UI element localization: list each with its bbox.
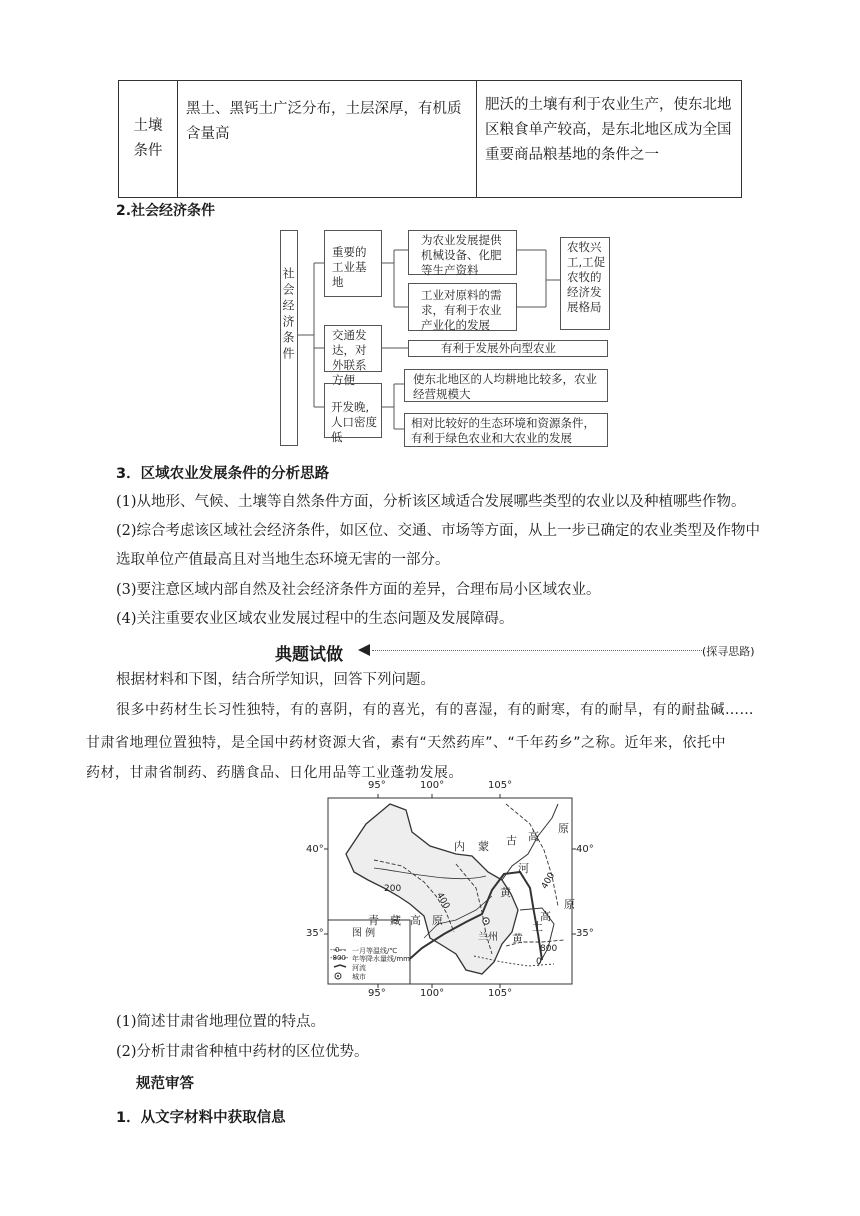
map-label-gao-3: 高 xyxy=(410,914,421,927)
map-label-meng: 蒙 xyxy=(478,840,489,853)
banner-dotted-line xyxy=(372,650,702,651)
diagram-machinery-box: 为农业发展提供机械设备、化肥等生产资料 xyxy=(408,230,517,275)
practice-banner-title: 典题试做 xyxy=(275,645,343,665)
map-label-he: 河 xyxy=(518,862,529,875)
diagram-root-box: 社会经济条件 xyxy=(280,230,298,446)
lat-right-35: 35° xyxy=(576,928,594,939)
lon-top-100: 100° xyxy=(420,780,445,791)
legend-isohyet: 年等降水量线/mm xyxy=(352,955,410,963)
lon-bottom-100: 100° xyxy=(420,988,445,999)
soil-conditions-table xyxy=(118,80,742,198)
table-cell-effect: 肥沃的土壤有利于农业生产，使东北地区粮食单产较高，是东北地区成为全国重要商品粮基地的条件之一 xyxy=(477,81,742,198)
isoline-label-800: 800 xyxy=(540,944,558,954)
legend-title: 图 例 xyxy=(352,928,376,939)
table-cell-description: 黑土、黑钙土广泛分布，土层深厚，有机质含量高 xyxy=(178,81,477,198)
legend-isohyet-sample: -800- xyxy=(330,954,349,962)
map-label-zang: 藏 xyxy=(390,914,401,927)
map-label-yuan: 原 xyxy=(558,822,569,835)
map-label-gu: 古 xyxy=(506,834,517,847)
table-cell-name: 土壤条件 xyxy=(119,81,178,198)
lat-left-40: 40° xyxy=(306,844,324,855)
isoline-label-400-a: 400 xyxy=(433,891,452,911)
map-label-gao-2: 高 xyxy=(540,910,551,923)
map-label-yuan-2: 原 xyxy=(564,898,575,911)
map-label-tu: 土 xyxy=(532,920,543,933)
analysis-item-2: (2)综合考虑该区域社会经济条件，如区位、交通、市场等方面，从上一步已确定的农业类型及作物中 xyxy=(116,523,761,539)
diagram-transport-effect-box: 有利于发展外向型农业 xyxy=(408,340,608,357)
diagram-late-effect-1-box: 使东北地区的人均耕地比较多，农业经营规模大 xyxy=(404,369,608,402)
lon-bottom-105: 105° xyxy=(488,988,513,999)
material-line-1: 很多中药材生长习性独特，有的喜阴，有的喜光，有的喜湿，有的耐寒，有的耐旱，有的耐盐碱…… xyxy=(116,702,754,718)
gansu-map xyxy=(306,780,596,999)
analysis-item-3: (3)要注意区域内部自然及社会经济条件方面的差异，合理布局小区域农业。 xyxy=(116,582,601,598)
isoline-label-400-b: 400 xyxy=(539,871,558,891)
material-line-3: 药材，甘肃省制药、药膳食品、日化用品等工业蓬勃发展。 xyxy=(86,765,463,781)
map-label-yuan-3: 原 xyxy=(432,914,443,927)
sub-question-1: (1)简述甘肃省地理位置的特点。 xyxy=(116,1014,326,1030)
diagram-demand-box: 工业对原料的需求，有利于农业产业化的发展 xyxy=(408,283,517,331)
map-label-qing: 青 xyxy=(368,914,379,927)
diagram-industry-box: 重要的工业基地 xyxy=(324,230,382,297)
legend-isotherm: 一月等温线/℃ xyxy=(352,947,398,955)
legend-isotherm-sample: --0-- xyxy=(330,946,345,954)
lon-top-95: 95° xyxy=(368,780,386,791)
map-label-nei: 内 xyxy=(454,840,465,853)
isoline-label-0: 0 xyxy=(536,957,542,967)
diagram-outcome-box: 农牧兴工,工促农牧的经济发展格局 xyxy=(560,237,610,330)
legend-river: 河流 xyxy=(352,964,366,972)
arrow-left-icon xyxy=(358,644,370,656)
legend-city: 城市 xyxy=(352,973,366,981)
question-intro: 根据材料和下图，结合所学知识，回答下列问题。 xyxy=(116,672,435,688)
diagram-late-development-box: 开发晚,人口密度低 xyxy=(324,383,382,438)
section-heading-social-economic: 2.社会经济条件 xyxy=(116,203,216,219)
city-lanzhou: 兰州 xyxy=(478,932,498,943)
analysis-item-4: (4)关注重要农业区域农业发展过程中的生态问题及发展障碍。 xyxy=(116,611,514,627)
map-label-huang-2: 黄 xyxy=(512,932,523,945)
banner-hint: (探寻思路) xyxy=(702,645,755,658)
lat-right-40: 40° xyxy=(576,844,594,855)
diagram-transport-box: 交通发达，对外联系方便 xyxy=(324,325,382,372)
analysis-item-2-cont: 选取单位产值最高且对当地生态环境无害的一部分。 xyxy=(116,552,450,568)
diagram-late-effect-2-box: 相对比较好的生态环境和资源条件，有利于绿色农业和大农业的发展 xyxy=(404,413,608,447)
section-heading-analysis: 3．区域农业发展条件的分析思路 xyxy=(116,466,330,482)
lat-left-35: 35° xyxy=(306,928,324,939)
answer-section-title: 规范审答 xyxy=(136,1076,194,1092)
lon-bottom-95: 95° xyxy=(368,988,386,999)
map-graphic xyxy=(306,784,596,999)
material-line-2: 甘肃省地理位置独特，是全国中药材资源大省，素有“天然药库”、“千年药乡”之称。近年来，依托中 xyxy=(86,735,727,751)
answer-step-1: 1．从文字材料中获取信息 xyxy=(116,1110,286,1126)
sub-question-2: (2)分析甘肃省种植中药材的区位优势。 xyxy=(116,1044,369,1060)
map-label-huang-1: 黄 xyxy=(500,886,511,899)
map-label-gao: 高 xyxy=(528,830,539,843)
lon-top-105: 105° xyxy=(488,780,513,791)
analysis-item-1: (1)从地形、气候、土壤等自然条件方面，分析该区域适合发展哪些类型的农业以及种植哪些作物。 xyxy=(116,494,746,510)
isoline-label-200: 200 xyxy=(384,884,402,894)
